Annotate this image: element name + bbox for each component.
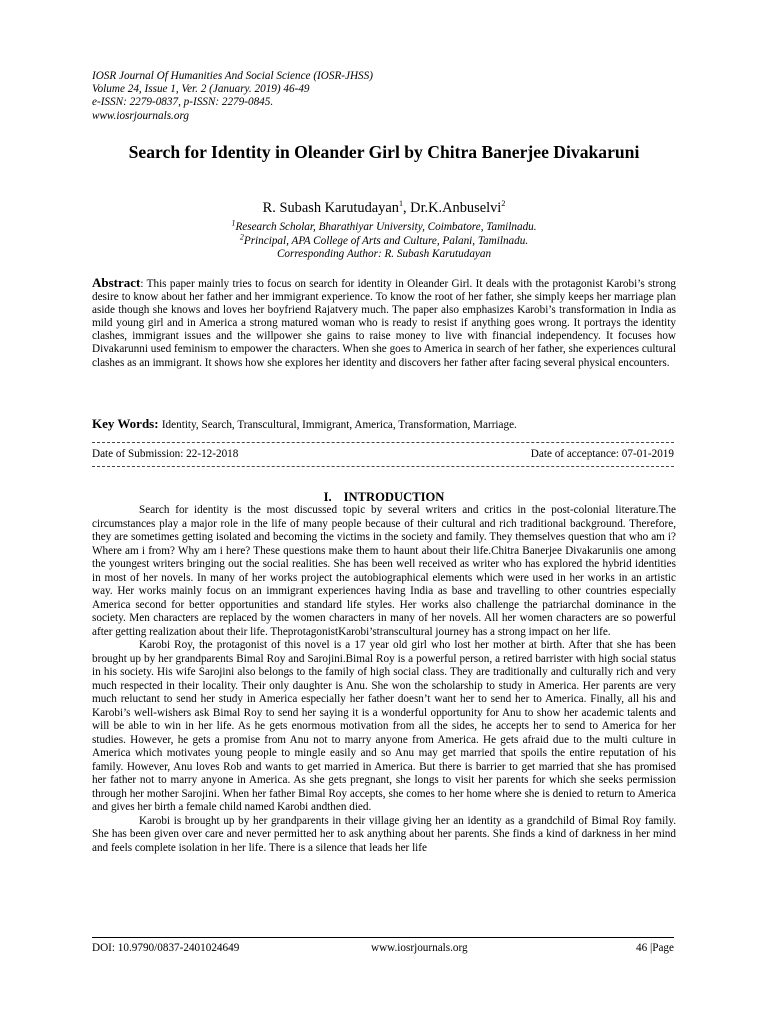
author-separator: ,	[402, 200, 411, 216]
footer-rule	[92, 937, 674, 938]
journal-volume: Volume 24, Issue 1, Ver. 2 (January. 2019) 46-49	[92, 83, 310, 96]
acceptance-date: Date of acceptance: 07-01-2019	[530, 448, 674, 460]
dashed-divider	[92, 466, 674, 467]
abstract-text: : This paper mainly tries to focus on search for identity in Oleander Girl. It deals with the protagonist Karobi’s strong desire to know about her father and her immigrant experience. To know the root of her father, she simply keeps her marriage plan aside though she knows and loves her boyfriend Rajatvery much. The paper also emphasizes Karobi’s transformation in India as mild young girl and in America a strong matured woman who is ready to resist if anything goes wrong. It portrays the identity clashes, immigrant issues and the willpower she gains to raise money to live with financial independency. It focuses how Divakarunni used feminism to empower the characters. When she goes to America in search of her father, she experiences cultural clashes as an immigrant. It shows how she explores her identity and discovers her father after facing several physical encounters.	[92, 278, 676, 369]
keywords-label: Key Words:	[92, 416, 162, 431]
journal-website[interactable]: www.iosrjournals.org	[92, 109, 189, 122]
affiliation-mark: 2	[239, 231, 244, 241]
affiliation-2	[92, 231, 676, 249]
footer-doi: DOI: 10.9790/0837-2401024649	[92, 942, 240, 954]
affiliation-text: Principal, APA College of Arts and Culture, Palani, Tamilnadu.	[243, 234, 529, 247]
paragraph: Karobi Roy, the protagonist of this novel is a 17 year old girl who lost her mother at birth. After that she has been brought up by her grandparents Bimal Roy and Sarojini.Bimal Roy is a powerful person, a retired barrister with high social status in his society. His wife Sarojini also belongs to the family of high social class. They are traditionally and culturally rich and very much respected in their locality. Their only daughter is Anu. She won the scholarship to study in America. Her parents are very much reluctant to send her study in America especially her father doesn’t want her to send her to America. Finally, all his and Karobi’s well-wishers ask Bimal Roy to send her saying it is a wonderful opportunity for Anu to show her academic talents and will be able to win in her life. As he gets enormous motivation from all the sides, he accepts her to send to America for her studies. However, he gets a promise from Anu not to marry anyone from America. He gets afraid due to the multi culture in America which motivates young people to mingle easily and so Anu may get married that spoils the entire reputation of his family. However, Anu loves Rob and wants to get married in America. But there is barrier to get married that she has promised her father not to marry anyone in America. As she gets pregnant, she longs to visit her parents for which she seeks permission through her mother Sarojini. When her father Bimal Roy accepts, she comes to her home where she is denied to return to America and gives her birth a female child named Karobi andthen died.	[92, 639, 676, 813]
affiliation-text: Research Scholar, Bharathiyar University, Coimbatore, Tamilnadu.	[235, 221, 537, 233]
footer-website[interactable]: www.iosrjournals.org	[371, 942, 468, 954]
body-text	[92, 504, 676, 855]
journal-name: IOSR Journal Of Humanities And Social Science (IOSR-JHSS)	[92, 70, 373, 82]
corresponding-author: Corresponding Author: R. Subash Karutudayan	[276, 248, 492, 260]
abstract	[92, 276, 676, 370]
paragraph: Karobi is brought up by her grandparents in their village giving her an identity as a grandchild of Bimal Roy family. She has been given over care and never permitted her to ask anything about her parents. She finds a kind of darkness in her mind and feels complete isolation in her life. There is a silence that leads her life	[92, 814, 676, 854]
section-title: INTRODUCTION	[343, 490, 445, 504]
keywords	[92, 417, 676, 432]
submission-date: Date of Submission: 22-12-2018	[92, 448, 239, 460]
affiliation-1	[92, 218, 676, 235]
paragraph: Search for identity is the most discussed topic by several writers and critics in the post-colonial literature.The circumstances play a major role in the life of many people because of their cultural and rich traditional background. Therefore, they are sometimes getting isolated and becoming the victims in the society and family. They themselves question that who am i? Where am i from? Why am i here? These questions make them to haunt about their life.Chitra Banerjee Divakaruniis one among the youngest writers bringing out the social realities. She has been well received as writer who has explored the hybrid identities in most of her novels. In many of her works project the autobiographical elements which were used in her works in an artistic way. Her works mainly focus on an immigrant experiences having India as base and travelling to other countries especially America second for better opportunities and standard life styles. Her works also challenge the patriarchal dominance in the society. Men characters are replaced by the women characters in many of her novels. All her women characters are so powerful after getting realization about their life. TheprotagonistKarobi’stranscultural journey has a strong impact on her life.	[92, 504, 676, 638]
dashed-divider	[92, 442, 674, 443]
paper-title: Search for Identity in Oleander Girl by Chitra Banerjee Divakaruni	[128, 142, 640, 162]
abstract-label: Abstract	[92, 275, 141, 290]
footer-page-number: 46 |Page	[636, 942, 674, 954]
author-name: Dr.K.Anbuselvi	[410, 200, 502, 216]
journal-issn: e-ISSN: 2279-0837, p-ISSN: 2279-0845.	[92, 96, 274, 109]
section-heading	[92, 490, 676, 504]
journal-header	[92, 70, 373, 123]
author-affiliation-mark: 1	[398, 199, 403, 209]
author-affiliation-mark: 2	[501, 199, 506, 209]
author-name: R. Subash Karutudayan	[262, 200, 399, 216]
affiliations	[92, 218, 676, 262]
section-number: I.	[323, 490, 332, 504]
author-line	[92, 199, 676, 217]
affiliation-mark: 1	[231, 218, 236, 228]
keywords-text: Identity, Search, Transcultural, Immigrant, America, Transformation, Marriage.	[161, 419, 517, 431]
